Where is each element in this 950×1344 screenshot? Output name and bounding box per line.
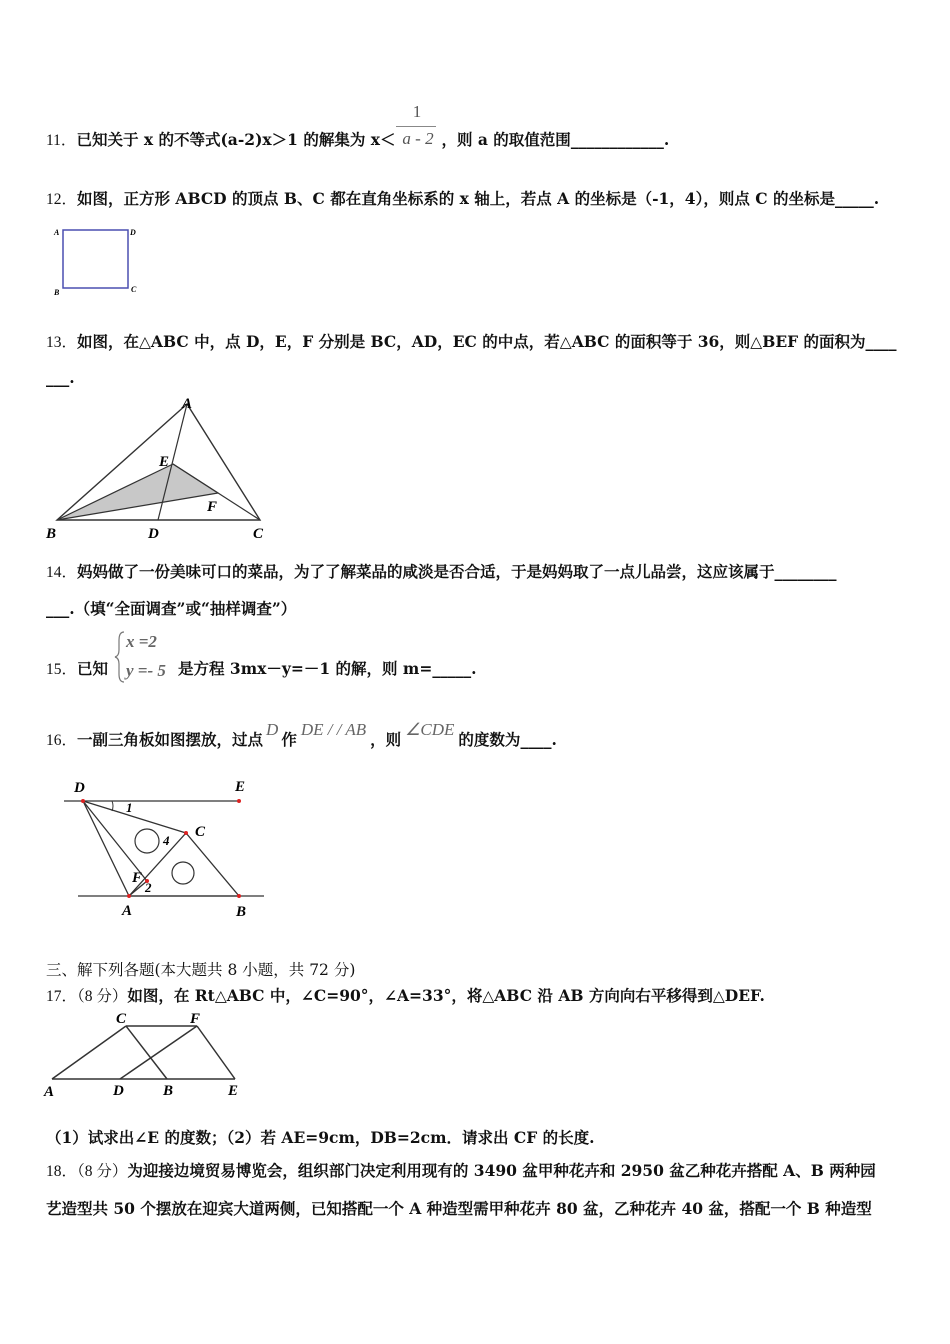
label-d: D xyxy=(113,1083,124,1099)
question-number: 15． xyxy=(46,661,78,678)
triangle-figure-13 xyxy=(40,392,280,544)
answer-blank: ____________ xyxy=(570,130,664,149)
label-a: A xyxy=(182,396,193,412)
section-title: 三、解下列各题(本大题共 8 小题，共 72 分) xyxy=(46,961,356,979)
label-e: E xyxy=(228,1083,239,1099)
question-text: 如图，在△ABC 中，点 D，E，F 分别是 BC，AD，EC 的中点，若△ABC 的面积等于 36，则△BEF 的面积为 xyxy=(77,332,866,351)
point-c xyxy=(184,831,188,835)
answer-blank: _____ xyxy=(432,659,472,678)
question-text: 的度数为 xyxy=(458,730,521,749)
label-c: C xyxy=(116,1011,127,1027)
fraction-denominator: a - 2 xyxy=(402,129,434,148)
math-point-d: D xyxy=(266,720,279,739)
question-18 xyxy=(46,1159,876,1181)
question-score: （8 分） xyxy=(77,1163,128,1180)
segment-ac xyxy=(52,1026,126,1079)
question-text: 是方程 3mx－y=－1 的解，则 m= xyxy=(178,659,433,678)
answer-blank: ________ xyxy=(774,562,837,581)
label-e: E xyxy=(235,779,246,795)
question-13-continued: ___. xyxy=(46,368,75,387)
question-text: ，则 a 的取值范围 xyxy=(441,130,571,149)
question-text: 作 xyxy=(281,730,297,749)
segment-dc xyxy=(83,801,186,833)
triangle-boards-figure xyxy=(56,772,276,924)
question-text: 如图，在 Rt△ABC 中，∠C=90°，∠A=33°，将△ABC 沿 AB 方向向右平移得到△DEF. xyxy=(127,986,765,1005)
answer-blank: ____ xyxy=(865,332,897,351)
square-figure xyxy=(48,222,148,302)
label-c: C xyxy=(195,824,206,840)
angle-label-4: 4 xyxy=(163,833,170,848)
point-e xyxy=(237,799,241,803)
label-b: B xyxy=(54,288,60,297)
fraction-numerator: 1 xyxy=(412,102,422,121)
angle-label-2: 2 xyxy=(145,880,152,895)
system-brace xyxy=(115,632,124,682)
question-13 xyxy=(46,330,897,352)
segment-fe xyxy=(197,1026,235,1079)
question-17 xyxy=(46,984,765,1006)
label-d: D xyxy=(148,526,159,542)
label-a: A xyxy=(122,903,133,919)
label-d: D xyxy=(130,228,136,237)
square-abcd xyxy=(63,230,128,288)
question-text: 为迎接边境贸易博览会，组织部门决定利用现有的 3490 盆甲种花卉和 2950 盆乙种花卉搭配 A、B 两种园 xyxy=(127,1161,876,1180)
point-b xyxy=(237,894,241,898)
question-number: 18． xyxy=(46,1163,78,1180)
system-eq2: y =- 5 xyxy=(126,661,166,680)
shaded-triangle-bef xyxy=(57,464,218,520)
label-c: C xyxy=(131,285,137,294)
answer-blank: _____ xyxy=(834,189,874,208)
label-f: F xyxy=(132,870,143,886)
label-b: B xyxy=(163,1083,174,1099)
math-angle-cde: ∠CDE xyxy=(405,720,455,739)
fraction-bar xyxy=(396,126,436,127)
label-f: F xyxy=(207,499,218,515)
question-score: （8 分） xyxy=(77,988,128,1005)
question-text: 已知关于 x 的不等式(a-2)x＞1 的解集为 x＜ xyxy=(76,130,396,149)
question-18-continued: 艺造型共 50 个摆放在迎宾大道两侧，已知搭配一个 A 种造型需甲种花卉 80 盆，乙种花卉 40 盆，搭配一个 B 种造型 xyxy=(46,1199,872,1218)
question-14 xyxy=(46,560,837,582)
question-text: 一副三角板如图摆放，过点 xyxy=(77,730,264,749)
answer-blank: ____ xyxy=(520,730,552,749)
label-b: B xyxy=(236,904,247,920)
label-a: A xyxy=(54,228,60,237)
question-number: 11． xyxy=(46,132,77,149)
question-number: 16． xyxy=(46,732,78,749)
question-text: 如图，正方形 ABCD 的顶点 B、C 都在直角坐标系的 x 轴上，若点 A 的坐标是（-1，4），则点 C 的坐标是 xyxy=(77,189,835,208)
question-text: 妈妈做了一份美味可口的菜品，为了了解菜品的咸淡是否合适，于是妈妈取了一点儿品尝，这应该属于 xyxy=(77,562,775,581)
question-14-continued: ___.（填“全面调查”或“抽样调查”） xyxy=(46,599,297,618)
question-17-subparts: （1）试求出∠E 的度数；（2）若 AE=9cm，DB=2cm．请求出 CF 的长度. xyxy=(46,1128,595,1147)
question-number: 13． xyxy=(46,334,78,351)
board-hole-1 xyxy=(135,829,159,853)
question-12: 12．如图，正方形 ABCD 的顶点 B、C 都在直角坐标系的 x 轴上，若点 A 的坐标是（-1，4），则点 C 的坐标是_____. xyxy=(46,189,880,208)
question-number: 17． xyxy=(46,988,78,1005)
point-d xyxy=(81,799,85,803)
translation-figure xyxy=(40,1008,250,1100)
question-number: 14． xyxy=(46,564,78,581)
label-f: F xyxy=(190,1011,201,1027)
system-eq1: x =2 xyxy=(126,632,157,651)
point-a xyxy=(127,894,131,898)
question-15: 15．已知 是方程 3mx－y=－1 的解，则 m=_____. xyxy=(46,659,477,678)
question-text: 已知 xyxy=(77,659,109,678)
label-e: E xyxy=(159,454,170,470)
angle-arc-1 xyxy=(112,801,113,811)
question-11: 11．已知关于 x 的不等式(a-2)x＞1 的解集为 x＜ ，则 a 的取值范围____________. xyxy=(46,130,670,149)
label-c: C xyxy=(253,526,264,542)
angle-label-1: 1 xyxy=(126,800,133,815)
question-16: 16．一副三角板如图摆放，过点D作DE / / AB，则∠CDE的度数为____. xyxy=(46,720,557,749)
question-text: ，则 xyxy=(370,730,402,749)
equation-system xyxy=(114,628,186,686)
label-b: B xyxy=(46,526,57,542)
question-number: 12． xyxy=(46,191,78,208)
label-a: A xyxy=(44,1084,55,1100)
label-d: D xyxy=(74,780,85,796)
board-hole-2 xyxy=(172,862,194,884)
math-de-parallel-ab: DE / / AB xyxy=(300,720,367,739)
